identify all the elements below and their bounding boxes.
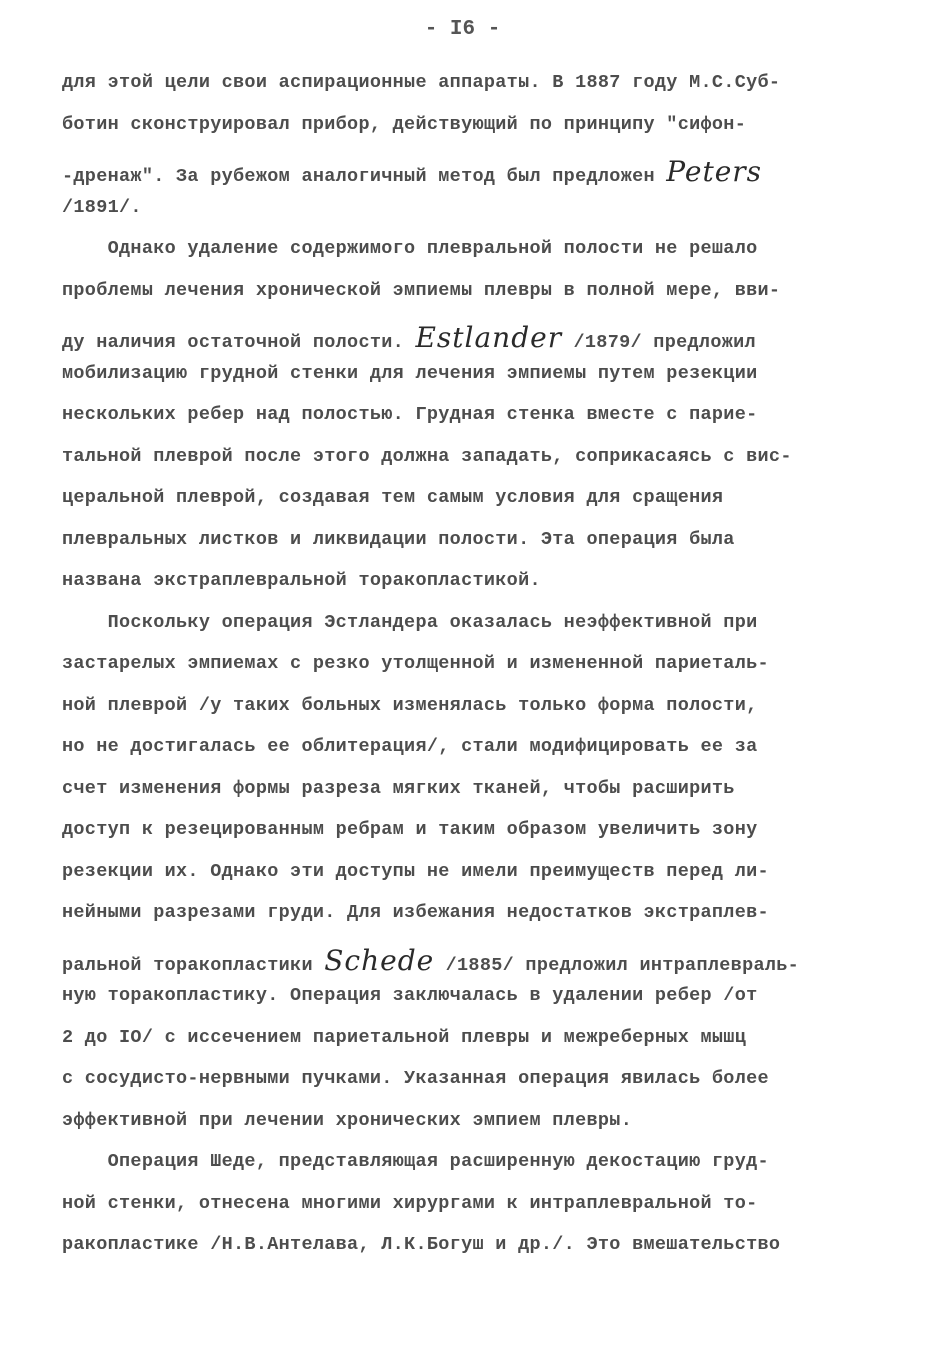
text-line: плевральных листков и ликвидации полости. Эта операция была [62, 528, 735, 550]
text-line: Операция Шеде, представляющая расширенную декостацию груд- [62, 1151, 769, 1172]
handwritten-name: Estlander [415, 321, 563, 354]
text-line: 2 до IO/ с иссечением париетальной плевры и межреберных мышц [62, 1026, 747, 1048]
text-line: ной плеврой /у таких больных изменялась только форма полости, [62, 694, 758, 716]
text-segment: -дренаж". За рубежом аналогичный метод был предложен [62, 166, 667, 187]
text-line: для этой цели свои аспирационные аппараты. В 1887 году М.С.Суб- [62, 72, 781, 93]
page-number: - I6 - [424, 18, 501, 41]
text-line: названа экстраплевральной торакопластикой. [62, 570, 541, 591]
handwritten-name: Schede [324, 943, 435, 977]
text-line: нескольких ребер над полостью. Грудная стенка вместе с парие- [62, 404, 758, 425]
text-line: ботин сконструировал прибор, действующий по принципу "сифон- [62, 113, 747, 135]
text-segment: ральной торакопластики [62, 954, 325, 976]
text-line: Однако удаление содержимого плевральной полости не решало [62, 238, 758, 259]
text-segment: /1885/ предложил интраплевраль- [434, 954, 800, 976]
text-line: /1891/. [62, 196, 142, 218]
text-line: проблемы лечения хронической эмпиемы плевры в полной мере, вви- [62, 279, 781, 301]
text-line: эффективной при лечении хронических эмпием плевры. [62, 1109, 633, 1131]
text-line: доступ к резецированным ребрам и таким образом увеличить зону [62, 819, 758, 840]
text-line: но не достигалась ее облитерация/, стали модифицировать ее за [62, 736, 758, 757]
text-line: счет изменения формы разреза мягких тканей, чтобы расширить [62, 777, 735, 799]
text-line: церальной плеврой, создавая тем самым условия для сращения [62, 487, 724, 508]
handwritten-name: Peters [666, 155, 763, 188]
text-line: тальной плеврой после этого должна западать, соприкасаясь с вис- [62, 445, 792, 467]
text-line: ную торакопластику. Операция заключалась в удалении ребер /от [62, 985, 758, 1006]
text-line: застарелых эмпиемах с резко утолщенной и измененной париеталь- [62, 653, 769, 674]
text-line: ной стенки, отнесена многими хирургами к интраплевральной то- [62, 1192, 758, 1214]
text-segment: ду наличия остаточной полости. [62, 332, 416, 353]
text-line: с сосудисто-нервными пучками. Указанная операция явилась более [62, 1068, 769, 1089]
text-line: резекции их. Однако эти доступы не имели преимуществ перед ли- [62, 860, 769, 882]
text-line: Поскольку операция Эстландера оказалась неэффективной при [62, 611, 758, 633]
text-line [62, 321, 756, 354]
text-line: ракопластике /Н.В.Антелава, Л.К.Богуш и др./. Это вмешательство [62, 1234, 781, 1255]
text-line [62, 155, 762, 188]
text-line: нейными разрезами груди. Для избежания недостатков экстраплев- [62, 902, 769, 923]
text-segment: /1879/ предложил [562, 332, 756, 353]
text-line: мобилизацию грудной стенки для лечения эмпиемы путем резекции [62, 362, 758, 384]
text-line [62, 944, 799, 977]
